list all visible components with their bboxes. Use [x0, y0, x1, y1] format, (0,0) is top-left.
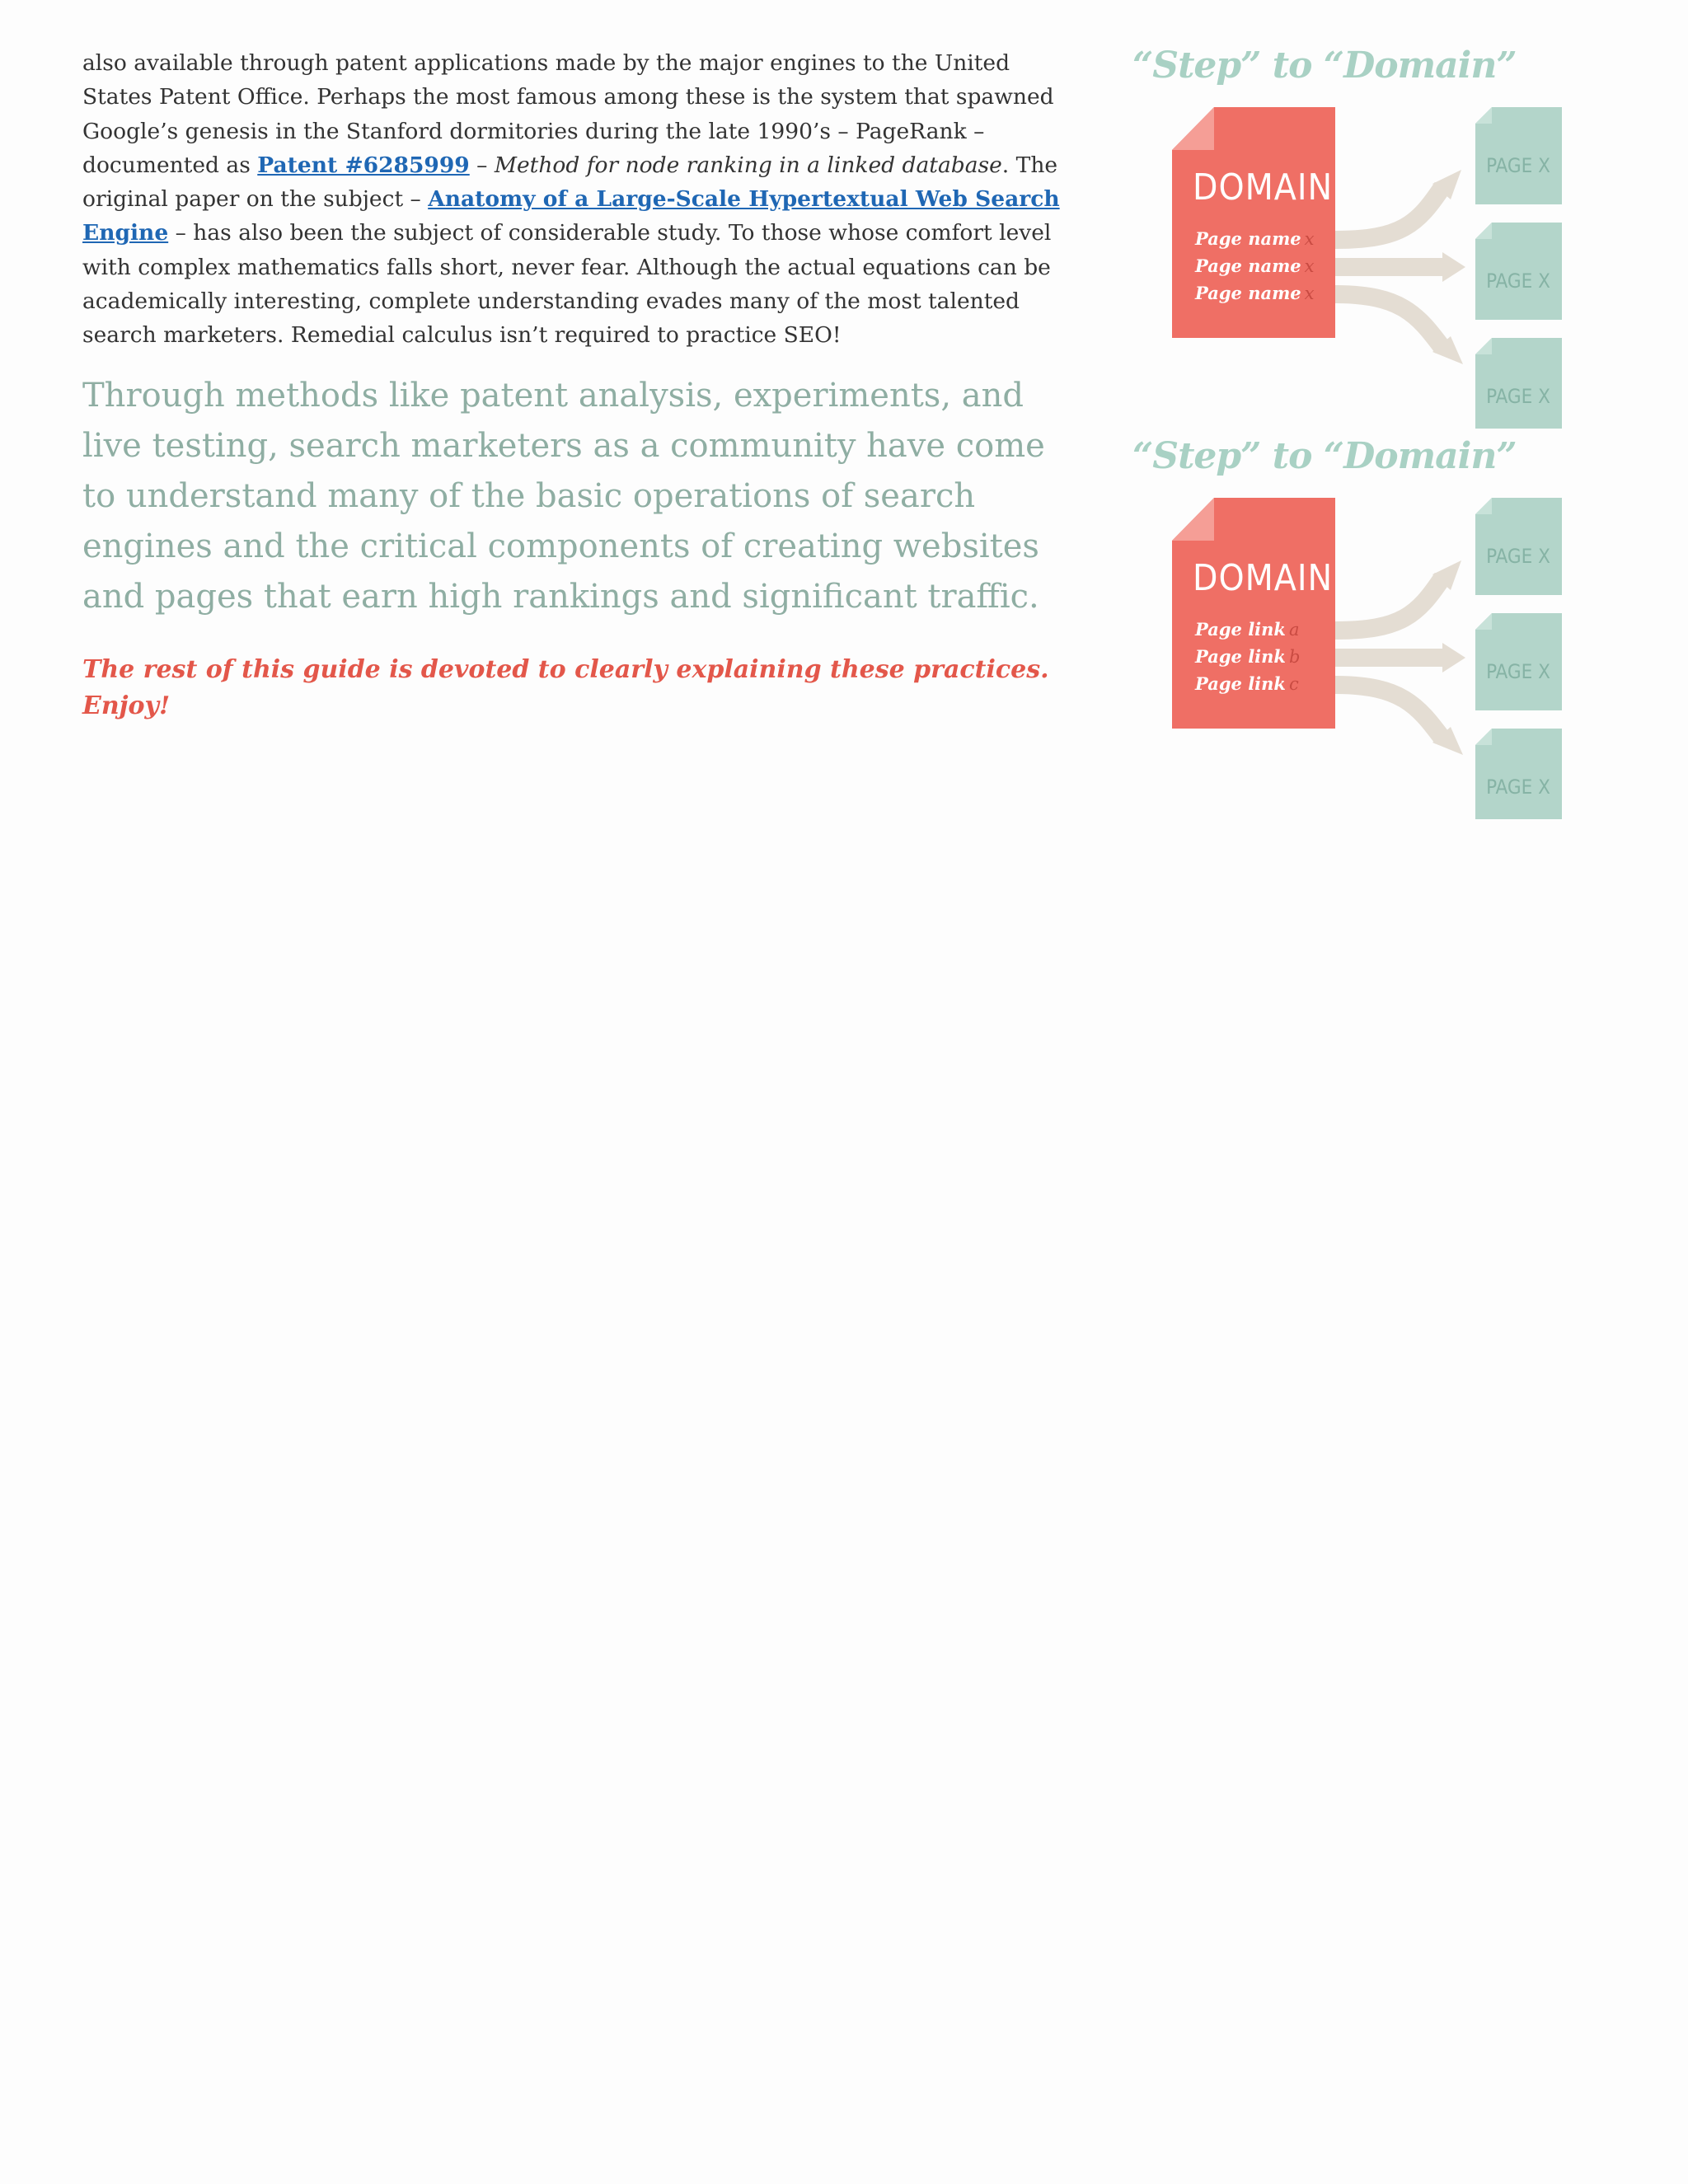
- svg-text:Page linka: [1194, 619, 1300, 640]
- arrow-down: [1335, 294, 1442, 348]
- svg-text:Page namex: [1194, 228, 1315, 249]
- page-line: Page link: [1195, 673, 1286, 694]
- arrow-up: [1335, 187, 1442, 240]
- arrow-up: [1335, 578, 1442, 630]
- domain-document: [1172, 107, 1335, 338]
- page-line: Page link: [1195, 619, 1286, 640]
- domain-label: DOMAIN: [1193, 557, 1334, 599]
- page-line: Page name: [1195, 283, 1301, 303]
- svg-text:Page linkb: [1194, 646, 1300, 667]
- body-paragraph: [82, 46, 1071, 353]
- paragraph-text: also available through patent applications made by the major engines to the United States Patent Office. Perhaps the most famous among these is the system that spawned Google’s genesis in the Stanford dormitories during the late 1990’s – PageRank – documented as: [82, 50, 1054, 178]
- figure-diagram: [1129, 43, 1578, 430]
- anatomy-paper-link[interactable]: Anatomy of a Large-Scale Hypertextual Web Search Engine: [82, 186, 1060, 246]
- target-label: PAGE X: [1486, 660, 1550, 683]
- svg-text:Page linkc: [1194, 673, 1299, 694]
- page-suffix: x: [1304, 256, 1315, 276]
- arrows: [1335, 170, 1465, 364]
- page-suffix: c: [1288, 674, 1299, 694]
- paragraph-text: . The original paper on the subject –: [82, 152, 1058, 213]
- page-suffix: x: [1304, 284, 1315, 303]
- arrowhead-middle: [1442, 643, 1465, 673]
- patent-title: Method for node ranking in a linked database: [494, 152, 1002, 178]
- target-label: PAGE X: [1486, 154, 1550, 177]
- page-line: Page link: [1195, 646, 1286, 667]
- page-suffix: x: [1304, 229, 1315, 249]
- figure-title: “Step” to “Domain”: [1132, 435, 1517, 477]
- article-column: [82, 46, 1071, 724]
- patent-link[interactable]: Patent #6285999: [257, 152, 470, 178]
- page-suffix: b: [1288, 647, 1301, 667]
- figure-diagram: [1129, 434, 1578, 821]
- svg-text:Page namex: [1194, 255, 1315, 276]
- target-page: [1475, 338, 1562, 429]
- paragraph-text: –: [469, 152, 495, 178]
- arrow-down: [1335, 685, 1442, 738]
- page-suffix: a: [1288, 620, 1300, 640]
- paragraph-text: – has also been the subject of considerable study. To those whose comfort level with complex mathematics falls short, never fear. Although the actual equations can be academically interesting, complete understanding evades many of the most talented search marketers. Remedial calculus isn’t required to practice SEO!: [82, 220, 1052, 349]
- domain-label: DOMAIN: [1193, 166, 1334, 209]
- pull-quote: Through methods like patent analysis, experiments, and live testing, search marketers as a community have come to understand many of the basic operations of search engines and the critical components of creating websites and pages that earn high rankings and significant traffic.: [82, 376, 1045, 616]
- figure-title: “Step” to “Domain”: [1132, 45, 1517, 87]
- page-line: Page name: [1195, 228, 1301, 249]
- target-page: [1475, 223, 1562, 320]
- target-page: [1475, 613, 1562, 710]
- target-label: PAGE X: [1486, 545, 1550, 568]
- step-to-domain-figure: [1129, 43, 1578, 430]
- closing-note: The rest of this guide is devoted to clearly explaining these practices. Enjoy!: [82, 654, 1049, 720]
- target-page: [1475, 729, 1562, 819]
- target-page: [1475, 498, 1562, 595]
- target-label: PAGE X: [1486, 269, 1550, 293]
- page-line: Page name: [1195, 255, 1301, 276]
- target-label: PAGE X: [1486, 776, 1550, 799]
- target-label: PAGE X: [1486, 385, 1550, 408]
- svg-text:Page namex: [1194, 283, 1315, 303]
- domain-document: [1172, 498, 1335, 729]
- step-to-domain-figure: [1129, 434, 1578, 821]
- arrows: [1335, 560, 1465, 755]
- target-page: [1475, 107, 1562, 204]
- arrowhead-middle: [1442, 252, 1465, 282]
